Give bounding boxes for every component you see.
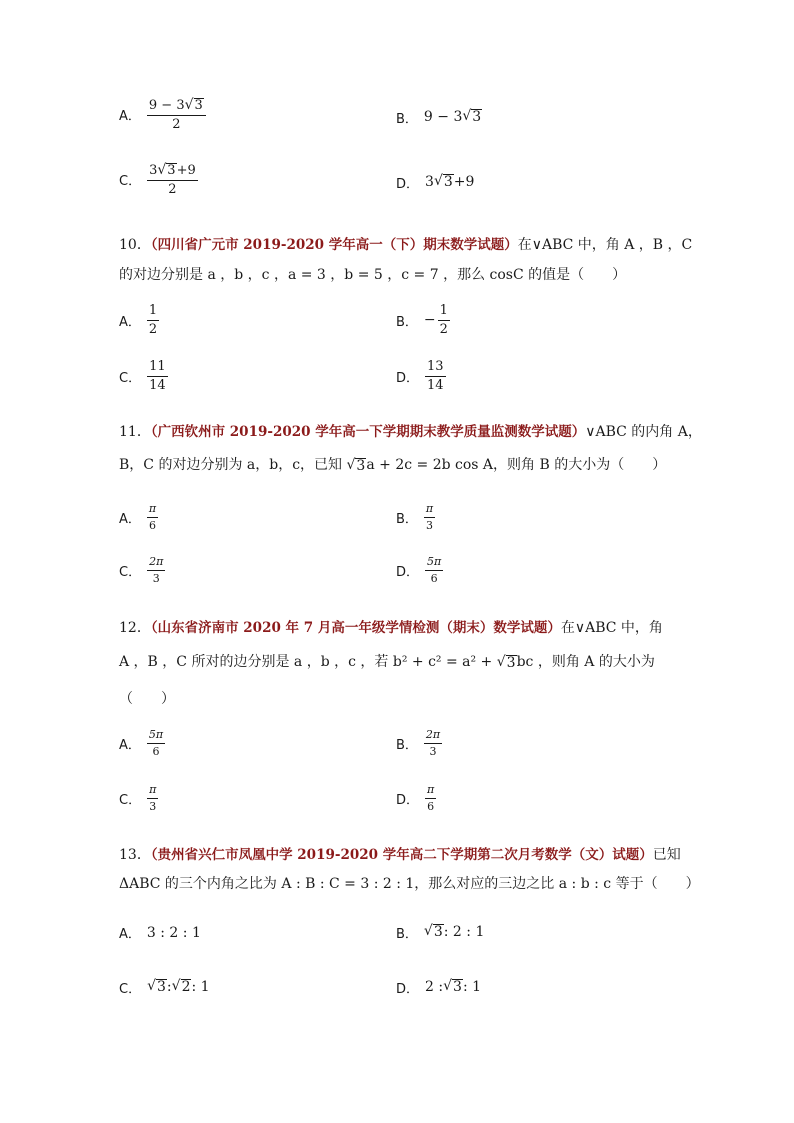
q12-option-b[interactable]: B． $\frac{2\pi}{3}$ — [396, 728, 441, 758]
q9-option-c[interactable]: C． 3 √ 3 +9 2 — [119, 162, 196, 198]
q11-option-c[interactable]: C． $\frac{2\pi}{3}$ — [119, 555, 164, 585]
q9-option-b[interactable]: B． 9 − 3 √ 3 — [396, 108, 482, 127]
q10-option-c[interactable]: C． $\frac{11}{14}$ — [119, 359, 166, 393]
q13-stem-line1: 13．（贵州省兴仁市凤凰中学 2019-2020 学年高二下学期第二次月考数学（文）试题）已知 — [119, 847, 681, 863]
q9-option-a[interactable]: A． 9 − 3 √ 3 2 — [119, 98, 206, 132]
q12-stem-line1: 12．（山东省济南市 2020 年 7 月高一年级学情检测（期末）数学试题）在∨ABC 中，角 — [119, 620, 663, 636]
q12-stem-line2: A ，B ，C 所对的边分别是 a ，b ，c ，若 b² + c² = a² + √ 3 bc ，则角 A 的大小为 — [119, 654, 655, 671]
q9-option-d[interactable]: D． 3 √ 3 +9 — [396, 173, 475, 192]
q13-stem-line2: ΔABC 的三个内角之比为 A : B : C = 3 : 2 : 1，那么对应的三边之比 a : b : c 等于（ ） — [119, 876, 700, 892]
q13-option-d[interactable]: D． 2 : √ 3 : 1 — [396, 978, 482, 997]
q10-stem-line1: 10．（四川省广元市 2019-2020 学年高一（下）期末数学试题）在∨ABC 中，角 A ，B ，C — [119, 237, 693, 253]
q13-option-b[interactable]: B． √ 3 : 2 : 1 — [396, 923, 485, 942]
q10-option-d[interactable]: D． $\frac{13}{14}$ — [396, 359, 444, 393]
q12-option-a[interactable]: A． $\frac{5\pi}{6}$ — [119, 728, 164, 758]
q12-source: （山东省济南市 2020 年 7 月高一年级学情检测（期末）数学试题） — [150, 620, 561, 636]
q11-stem-line2: B，C 的对边分别为 a，b，c，已知 √ 3 a + 2c = 2b cos A，则角 B 的大小为（ ） — [119, 457, 667, 474]
fraction: 9 − 3 √ 3 2 — [147, 98, 206, 132]
q11-option-b[interactable]: B． $\frac{\pi}{3}$ — [396, 502, 434, 532]
fraction: 3 √ 3 +9 2 — [149, 162, 196, 198]
q11-stem-line1: 11．（广西钦州市 2019-2020 学年高一下学期期末教学质量监测数学试题）∨ABC 的内角 A， — [119, 424, 702, 440]
q10-source: （四川省广元市 2019-2020 学年高一（下）期末数学试题） — [150, 237, 518, 253]
q10-option-b[interactable]: B． − $\frac{1}{2}$ — [396, 303, 448, 337]
q12-option-c[interactable]: C． $\frac{\pi}{3}$ — [119, 783, 157, 813]
q11-option-a[interactable]: A． $\frac{\pi}{6}$ — [119, 502, 157, 532]
q12-option-d[interactable]: D． $\frac{\pi}{6}$ — [396, 783, 435, 813]
q10-stem-line2: 的对边分别是 a ，b ，c ，a = 3 ，b = 5 ，c = 7 ，那么 cosC 的值是（ ） — [119, 267, 627, 283]
q13-option-a[interactable]: A． 3 : 2 : 1 — [119, 924, 201, 942]
q13-option-c[interactable]: C． √ 3 : √ 2 : 1 — [119, 978, 210, 997]
q11-option-d[interactable]: D． $\frac{5\pi}{6}$ — [396, 555, 442, 585]
q13-source: （贵州省兴仁市凤凰中学 2019-2020 学年高二下学期第二次月考数学（文）试题） — [150, 847, 653, 863]
q12-stem-line3: （ ） — [119, 691, 175, 707]
q11-source: （广西钦州市 2019-2020 学年高一下学期期末教学质量监测数学试题） — [150, 424, 586, 440]
q10-option-a[interactable]: A． $\frac{1}{2}$ — [119, 303, 158, 337]
